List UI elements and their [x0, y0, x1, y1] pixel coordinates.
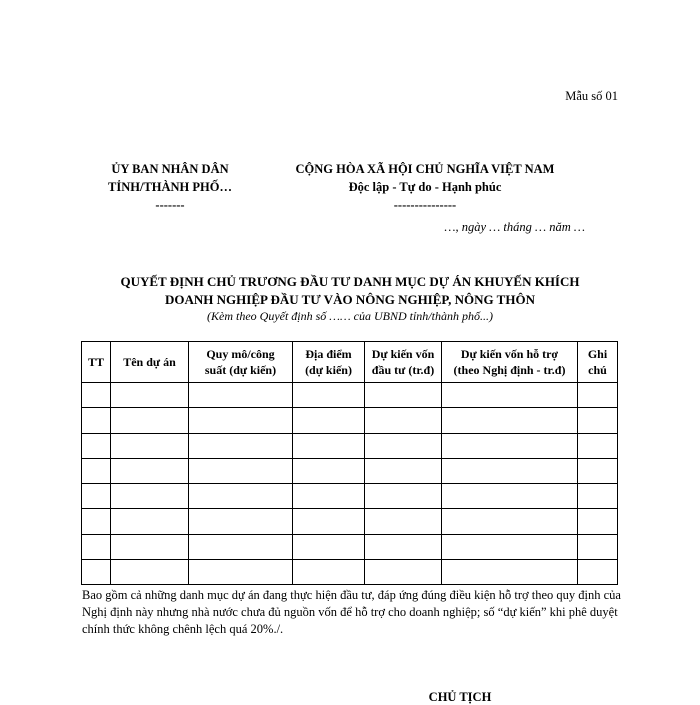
footnote: Bao gồm cả những danh mục dự án đang thực hiện đầu tư, đáp ứng đúng điều kiện hỗ trợ theo quy định của Nghị định này nhưng nhà nước chưa đủ nguồn vốn để hỗ trợ cho doanh nghiệp; số “dự kiến” khi phê duyệt chính thức không chênh lệch quá 20%./. — [82, 588, 621, 636]
table-cell — [293, 560, 365, 585]
col-header-project-name: Tên dự án — [111, 342, 189, 383]
table-cell — [578, 560, 618, 585]
table-cell — [111, 408, 189, 433]
col-header-location: Địa điểm (dự kiến) — [293, 342, 365, 383]
signature-title: CHỦ TỊCH — [428, 690, 492, 704]
table-cell — [189, 458, 293, 483]
table-cell — [442, 433, 578, 458]
table-cell — [111, 383, 189, 408]
table-cell — [578, 534, 618, 559]
country-name: CỘNG HÒA XÃ HỘI CHỦ NGHĨA VIỆT NAM — [295, 162, 555, 176]
table-row — [82, 509, 618, 534]
table-cell — [189, 534, 293, 559]
table-cell — [442, 509, 578, 534]
table-row — [82, 458, 618, 483]
table-cell — [365, 383, 442, 408]
table-cell — [293, 509, 365, 534]
table-cell — [189, 484, 293, 509]
table-cell — [365, 408, 442, 433]
table-cell — [442, 534, 578, 559]
table-cell — [293, 534, 365, 559]
table-cell — [578, 484, 618, 509]
table-cell — [82, 433, 111, 458]
col-header-notes: Ghi chú — [578, 342, 618, 383]
table-cell — [82, 509, 111, 534]
table-cell — [365, 534, 442, 559]
table-cell — [365, 458, 442, 483]
table-cell — [189, 509, 293, 534]
table-cell — [189, 433, 293, 458]
table-cell — [578, 458, 618, 483]
table-cell — [111, 433, 189, 458]
table-body — [82, 383, 618, 585]
document-subtitle: (Kèm theo Quyết định số …… của UBND tỉnh/thành phố...) — [207, 309, 493, 323]
table-cell — [578, 509, 618, 534]
table-cell — [578, 408, 618, 433]
table-cell — [111, 509, 189, 534]
table-cell — [82, 383, 111, 408]
table-cell — [365, 560, 442, 585]
table-header-row — [82, 342, 618, 383]
table-cell — [442, 560, 578, 585]
motto-divider: --------------- — [393, 198, 457, 212]
table-cell — [442, 484, 578, 509]
table-cell — [442, 383, 578, 408]
table-cell — [293, 408, 365, 433]
table-cell — [111, 458, 189, 483]
title-line-1: QUYẾT ĐỊNH CHỦ TRƯƠNG ĐẦU TƯ DANH MỤC DỰ ÁN KHUYẾN KHÍCH — [120, 274, 580, 289]
form-number: Mẫu số 01 — [565, 89, 618, 103]
table-row — [82, 534, 618, 559]
table-cell — [442, 458, 578, 483]
date-line: …, ngày … tháng … năm … — [444, 220, 585, 234]
col-header-scale: Quy mô/công suất (dự kiến) — [189, 342, 293, 383]
table-cell — [82, 458, 111, 483]
table-row — [82, 383, 618, 408]
authority-line-2: TỈNH/THÀNH PHỐ… — [108, 180, 232, 194]
table-cell — [293, 484, 365, 509]
col-header-investment: Dự kiến vốn đầu tư (tr.đ) — [365, 342, 442, 383]
motto: Độc lập - Tự do - Hạnh phúc — [348, 180, 502, 194]
col-header-support: Dự kiến vốn hỗ trợ (theo Nghị định - tr.đ) — [442, 342, 578, 383]
issuing-authority — [90, 160, 250, 214]
document-title — [60, 273, 640, 309]
authority-line-1: ỦY BAN NHÂN DÂN — [111, 162, 229, 176]
table-cell — [82, 534, 111, 559]
table-cell — [111, 560, 189, 585]
col-header-tt: TT — [82, 342, 111, 383]
table-cell — [82, 408, 111, 433]
table-cell — [293, 433, 365, 458]
national-motto — [270, 160, 580, 214]
table-cell — [578, 433, 618, 458]
table-row — [82, 560, 618, 585]
table-cell — [293, 383, 365, 408]
authority-divider: ------- — [155, 198, 185, 212]
table-cell — [82, 560, 111, 585]
table-cell — [578, 383, 618, 408]
table-cell — [293, 458, 365, 483]
table-cell — [111, 484, 189, 509]
table-cell — [365, 509, 442, 534]
table-cell — [365, 433, 442, 458]
table-cell — [442, 408, 578, 433]
table-cell — [82, 484, 111, 509]
title-line-2: DOANH NGHIỆP ĐẦU TƯ VÀO NÔNG NGHIỆP, NÔNG THÔN — [165, 292, 535, 307]
table-cell — [111, 534, 189, 559]
project-table — [81, 341, 618, 585]
table-row — [82, 433, 618, 458]
table-row — [82, 408, 618, 433]
table-cell — [189, 560, 293, 585]
table-cell — [189, 408, 293, 433]
table-cell — [365, 484, 442, 509]
table-cell — [189, 383, 293, 408]
table-row — [82, 484, 618, 509]
